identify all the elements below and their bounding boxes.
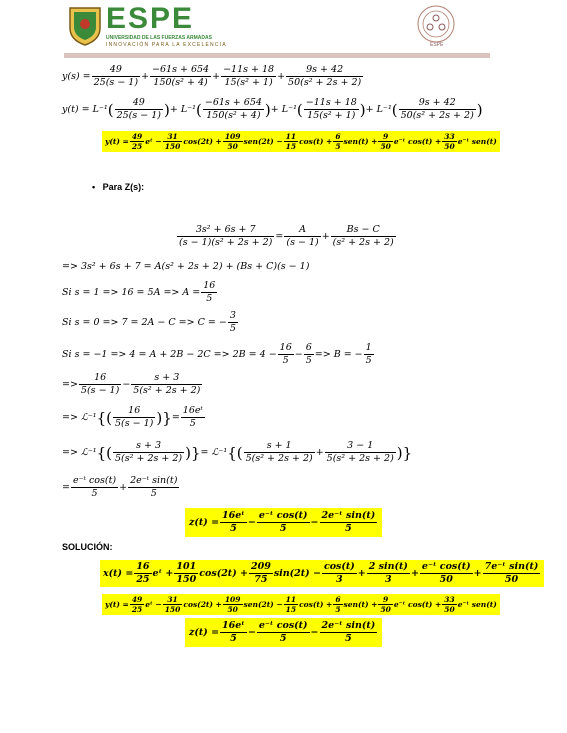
fraction <box>220 620 247 645</box>
denominator: 5 <box>335 142 341 151</box>
numerator: 31 <box>163 132 183 142</box>
header <box>0 0 567 56</box>
math-term: cos(t) + <box>299 600 333 609</box>
fraction <box>181 405 205 430</box>
fraction <box>284 595 298 614</box>
logo-subtitle-1: UNIVERSIDAD DE LAS FUERZAS ARMADAS <box>106 35 212 41</box>
math-term: Si s = −1 => 4 = A + 2B − 2C => 2B = 4 − <box>62 349 277 360</box>
university-seal <box>410 4 462 50</box>
denominator: 5 <box>189 418 196 429</box>
math-term: e⁻ᵗ cos(t) + <box>393 600 442 609</box>
numerator: 49 <box>131 595 143 604</box>
bracket: )} <box>396 443 413 462</box>
fraction <box>442 132 456 151</box>
z-t-result-highlight: z(t) = $\frac{\text{16eᵗ}}{5}$ − $\frac{\text{e⁻ᵗ cos(t)}}{5}$ − $\frac{\text{2e⁻ᵗ sin(t)}}{5}$ <box>185 508 382 537</box>
denominator: 5 <box>345 633 352 644</box>
math-term: => B = − <box>314 349 363 360</box>
operator: + L⁻¹ <box>270 104 297 115</box>
numerator: 33 <box>444 132 455 141</box>
fraction <box>228 310 238 335</box>
numerator: e⁻ᵗ cos(t) <box>72 475 117 486</box>
fraction <box>399 97 476 122</box>
solution-heading: SOLUCIÓN: <box>62 542 113 552</box>
z-eq7 <box>62 405 206 430</box>
fraction <box>331 224 396 249</box>
numerator: 16 <box>79 372 121 385</box>
fraction <box>304 342 314 367</box>
fraction <box>284 132 298 151</box>
denominator: 25(s − 1) <box>116 110 162 121</box>
denominator: 25 <box>131 605 143 614</box>
numerator: 6 <box>335 595 341 604</box>
fraction <box>177 224 274 249</box>
denominator: 50(s² + 2s + 2) <box>400 110 474 121</box>
math-term: e⁻ᵗ sen(t) <box>457 600 497 609</box>
fraction <box>128 475 179 500</box>
fraction <box>130 595 144 614</box>
numerator: A <box>284 224 320 237</box>
math-term: sen(t) + <box>343 600 378 609</box>
math-term: eᵗ − <box>145 137 162 146</box>
espe-shield-icon <box>68 6 102 46</box>
bullet-text: Para Z(s): <box>102 182 145 192</box>
math-term: = <box>171 412 180 423</box>
math-term: cos(2t) + <box>183 137 222 146</box>
denominator: 50(s² + 2s + 2) <box>288 77 362 88</box>
denominator: 5(s² + 2s + 2) <box>326 453 394 464</box>
numerator: 9s + 42 <box>286 64 363 77</box>
numerator: 9 <box>378 132 392 142</box>
numerator: −61s + 654 <box>152 64 210 75</box>
z-eq4 <box>62 310 239 335</box>
numerator: 101 <box>176 561 197 572</box>
numerator: 2e⁻ᵗ sin(t) <box>321 620 376 631</box>
numerator: 11 <box>285 132 297 141</box>
fraction <box>150 64 211 89</box>
math-term: sen(2t) − <box>243 137 283 146</box>
denominator: 5(s² + 2s + 2) <box>133 385 201 396</box>
denominator: 150 <box>164 605 181 614</box>
denominator: 50 <box>439 574 453 585</box>
bullet-icon: • <box>92 182 103 192</box>
numerator: −11s + 18 <box>223 64 275 75</box>
z-eq9: = $\frac{\text{e⁻ᵗ cos(t)}}{5}$ + $\frac{\text{2e⁻ᵗ sin(t)}}{5}$ <box>62 475 178 499</box>
denominator: 50 <box>380 605 391 614</box>
numerator: −11s + 18 <box>305 97 357 108</box>
denominator: 25 <box>131 142 143 151</box>
numerator: 209 <box>250 561 271 572</box>
fraction <box>113 440 184 465</box>
math-term: = <box>62 482 70 493</box>
fraction <box>163 132 183 151</box>
fraction <box>320 510 378 535</box>
denominator: 15(s² + 1) <box>224 77 273 88</box>
fraction <box>304 97 359 122</box>
denominator: 150(s² + 4) <box>206 110 261 121</box>
fraction <box>320 620 378 645</box>
math-term: x(t) = <box>103 568 134 579</box>
numerator: 16eᵗ <box>182 405 203 416</box>
numerator: 3 <box>229 310 236 321</box>
math-term: cos(t) + <box>299 137 333 146</box>
numerator: 2e⁻ᵗ sin(t) <box>130 475 178 486</box>
fraction <box>79 372 121 397</box>
numerator: 16 <box>136 561 150 572</box>
numerator: 9s + 42 <box>399 97 476 110</box>
numerator: 49 <box>131 132 143 141</box>
bracket: ) <box>359 100 366 119</box>
numerator: 16eᵗ <box>222 510 245 521</box>
denominator: 150 <box>164 142 181 151</box>
x-t-solution: x(t) = $\frac{16}{25}$ eᵗ + $\frac{101}{150}$ cos(2t) + $\frac{209}{75}$ sin(2t) − $\frac{\cos(t)}{3}$ + $\frac{2 \sin(t)}{3}$ + $\frac{\text{e⁻ᵗ cos(t)}}{50}$ + $\frac{\text{7e⁻ᵗ sin(t)}}{50}$ <box>100 560 544 587</box>
bullet-z-heading <box>92 182 144 192</box>
seal-icon <box>410 4 462 44</box>
fraction <box>322 561 357 586</box>
numerator: 49 <box>115 97 163 110</box>
fraction <box>286 64 363 89</box>
fraction <box>378 132 392 151</box>
numerator: 3 − 1 <box>325 440 396 453</box>
numerator: Bs − C <box>331 224 396 237</box>
fraction <box>201 280 217 305</box>
denominator: 5 <box>150 488 157 499</box>
numerator: 3s² + 6s + 7 <box>177 224 274 237</box>
math-term: eᵗ + <box>152 568 174 579</box>
denominator: 50 <box>504 574 519 585</box>
eq-lhs: y(t) = <box>105 137 129 146</box>
fraction <box>284 224 320 249</box>
math-term: z(t) = <box>189 517 220 528</box>
numerator: s + 3 <box>113 440 184 453</box>
numerator: 33 <box>444 595 455 604</box>
bracket: )} <box>156 408 172 427</box>
fraction <box>483 561 541 586</box>
denominator: 5 <box>305 355 312 366</box>
z-t-solution: z(t) = $\frac{\text{16eᵗ}}{5}$ − $\frac{\text{e⁻ᵗ cos(t)}}{5}$ − $\frac{\text{2e⁻ᵗ sin(t)}}{5}$ <box>185 618 382 647</box>
fraction <box>130 132 144 151</box>
denominator: 3 <box>385 574 392 585</box>
math-term: z(t) = <box>189 627 220 638</box>
numerator: cos(t) <box>323 561 355 572</box>
numerator: 16 <box>203 280 216 291</box>
header-divider <box>64 53 490 58</box>
math-term: => ℒ⁻¹ <box>62 412 97 423</box>
numerator: 6 <box>305 342 312 353</box>
bracket: ( <box>391 100 398 119</box>
denominator: 15 <box>285 142 297 151</box>
operator: + L⁻¹ <box>365 104 392 115</box>
math-term: − <box>294 349 303 360</box>
numerator: 7e⁻ᵗ sin(t) <box>484 561 539 572</box>
denominator: 50 <box>227 142 238 151</box>
denominator: 15(s² + 1) <box>307 110 356 121</box>
z-eq6: => $\frac{16}{5(s - 1)}$ − $\frac{s + 3}{\text{5(s² + 2s + 2)}}$ <box>62 372 201 396</box>
eq-lhs: y(s) = <box>62 71 91 82</box>
bracket: {( <box>227 443 243 462</box>
numerator: 109 <box>224 132 241 141</box>
denominator: 5 <box>230 633 237 644</box>
bracket: {( <box>96 443 113 462</box>
denominator: 5(s − 1) <box>115 418 154 429</box>
math-term: = ℒ⁻¹ <box>200 447 228 458</box>
denominator: 5 <box>206 293 213 304</box>
fraction <box>364 342 374 367</box>
bracket: ) <box>476 100 483 119</box>
y-t-inverse-laplace <box>62 97 483 122</box>
numerator: 31 <box>163 595 183 605</box>
numerator: s + 3 <box>131 372 202 385</box>
denominator: 5 <box>279 523 287 534</box>
z-eq8: => ℒ⁻¹ {( $\frac{s + 3}{\text{5(s² + 2s + 2)}}$ )} = ℒ⁻¹ {( $\frac{s + 1}{\text{5(s² + 2s + 2)}}$ + $\frac{3 - 1}{\text{5(s² + 2s + 2)}}$ )} <box>62 440 413 464</box>
math-term: sen(t) + <box>343 137 378 146</box>
y-t-result-highlight <box>102 131 500 152</box>
denominator: 150 <box>176 574 197 585</box>
math-term: sen(2t) − <box>243 600 283 609</box>
math-term: Si s = 0 => 7 = 2A − C => C = − <box>62 317 227 328</box>
fraction <box>115 97 163 122</box>
fraction <box>420 561 473 586</box>
numerator: 16eᵗ <box>222 620 245 631</box>
fraction <box>333 595 342 614</box>
fraction <box>71 475 118 500</box>
denominator: 5 <box>365 355 372 366</box>
fraction <box>131 372 202 397</box>
fraction <box>203 97 264 122</box>
fraction <box>278 342 294 367</box>
bracket: ( <box>196 100 202 119</box>
bracket: ( <box>296 100 303 119</box>
fraction <box>378 595 392 614</box>
denominator: 5 <box>229 323 236 334</box>
numerator: 9 <box>378 595 392 605</box>
z-partial-fractions: $\frac{\text{3s² + 6s + 7}}{\text{(s − 1)(s² + 2s + 2)}}$ = $\frac{A}{(s - 1)}$ + $\frac{Bs - C}{\text{(s² + 2s + 2)}}$ <box>179 224 394 248</box>
denominator: 5(s² + 2s + 2) <box>115 453 183 464</box>
numerator: 2 sin(t) <box>368 561 408 572</box>
fraction <box>257 620 310 645</box>
numerator: e⁻ᵗ cos(t) <box>258 510 308 521</box>
math-term: y(t) = <box>105 600 129 609</box>
math-term: cos(2t) + <box>183 600 222 609</box>
bracket: {( <box>96 408 113 427</box>
math-term: Si s = 1 => 16 = 5A => A = <box>62 287 201 298</box>
denominator: 5 <box>345 523 352 534</box>
numerator: 49 <box>92 64 140 77</box>
denominator: 5 <box>335 605 341 614</box>
denominator: 15 <box>285 605 297 614</box>
math-term: e⁻ᵗ cos(t) + <box>393 137 442 146</box>
fraction <box>223 595 243 614</box>
numerator: e⁻ᵗ cos(t) <box>258 620 308 631</box>
bracket: ) <box>164 100 170 119</box>
fraction <box>442 595 456 614</box>
denominator: 150(s² + 4) <box>153 77 208 88</box>
fraction <box>249 561 273 586</box>
denominator: 5 <box>282 355 289 366</box>
denominator: (s − 1)(s² + 2s + 2) <box>179 237 273 248</box>
eq-lhs: y(t) = L⁻¹ <box>62 104 108 115</box>
denominator: 25 <box>136 574 150 585</box>
fraction <box>257 510 310 535</box>
denominator: 5(s − 1) <box>80 385 120 396</box>
numerator: 11 <box>285 595 297 604</box>
denominator: 5 <box>230 523 237 534</box>
denominator: 25(s − 1) <box>93 77 139 88</box>
seal-text: ESPE <box>430 42 444 48</box>
z-eq3 <box>62 280 218 305</box>
denominator: 5 <box>279 633 287 644</box>
numerator: e⁻ᵗ cos(t) <box>421 561 471 572</box>
fraction <box>367 561 410 586</box>
fraction <box>174 561 198 586</box>
y-t-solution <box>102 594 500 615</box>
operator: + L⁻¹ <box>169 104 196 115</box>
numerator: 16 <box>113 405 155 418</box>
z-eq5 <box>62 342 375 367</box>
bracket: ) <box>264 100 271 119</box>
denominator: 50 <box>227 605 238 614</box>
denominator: 50 <box>444 605 455 614</box>
math-term: e⁻ᵗ sen(t) <box>457 137 497 146</box>
espe-logo <box>68 4 248 50</box>
numerator: −61s + 654 <box>204 97 262 108</box>
y-s-equation: y(s) = $\frac{49}{25(s - 1)}$ + $\frac{-61s + 654}{\text{150(s² + 4)}}$ + $\frac{-11s + 18}{\text{15(s² + 1)}}$ + $\frac{9s + 42}{\text{50(s² + 2s + 2)}}$ <box>62 64 362 88</box>
math-term: cos(2t) + <box>199 568 248 579</box>
numerator: 2e⁻ᵗ sin(t) <box>321 510 376 521</box>
math-term: eᵗ − <box>145 600 162 609</box>
z-eq2: => 3s² + 6s + 7 = A(s² + 2s + 2) + (Bs + C)(s − 1) <box>62 261 310 272</box>
denominator: 50 <box>380 142 391 151</box>
bracket: ( <box>107 100 114 119</box>
fraction <box>221 64 276 89</box>
logo-subtitle-2: INNOVACIÓN PARA LA EXCELENCIA <box>106 42 227 48</box>
numerator: 1 <box>365 342 372 353</box>
fraction <box>325 440 396 465</box>
math-term: => <box>62 379 78 390</box>
fraction <box>113 405 155 430</box>
fraction <box>223 132 243 151</box>
logo-text: ESPE <box>106 2 195 35</box>
denominator: (s − 1) <box>286 237 319 248</box>
bracket: )} <box>185 443 201 462</box>
fraction <box>92 64 140 89</box>
numerator: 16 <box>279 342 292 353</box>
fraction <box>134 561 151 586</box>
numerator: 6 <box>335 132 341 141</box>
denominator: 50 <box>444 142 455 151</box>
denominator: 5 <box>91 488 98 499</box>
math-term: sin(2t) − <box>273 568 321 579</box>
denominator: 3 <box>336 574 343 585</box>
denominator: 75 <box>254 574 268 585</box>
numerator: 109 <box>224 595 241 604</box>
numerator: s + 1 <box>244 440 315 453</box>
fraction <box>244 440 315 465</box>
fraction <box>163 595 183 614</box>
denominator: (s² + 2s + 2) <box>332 237 394 248</box>
fraction <box>333 132 342 151</box>
fraction <box>220 510 247 535</box>
denominator: 5(s² + 2s + 2) <box>245 453 313 464</box>
math-term: => ℒ⁻¹ <box>62 447 97 458</box>
